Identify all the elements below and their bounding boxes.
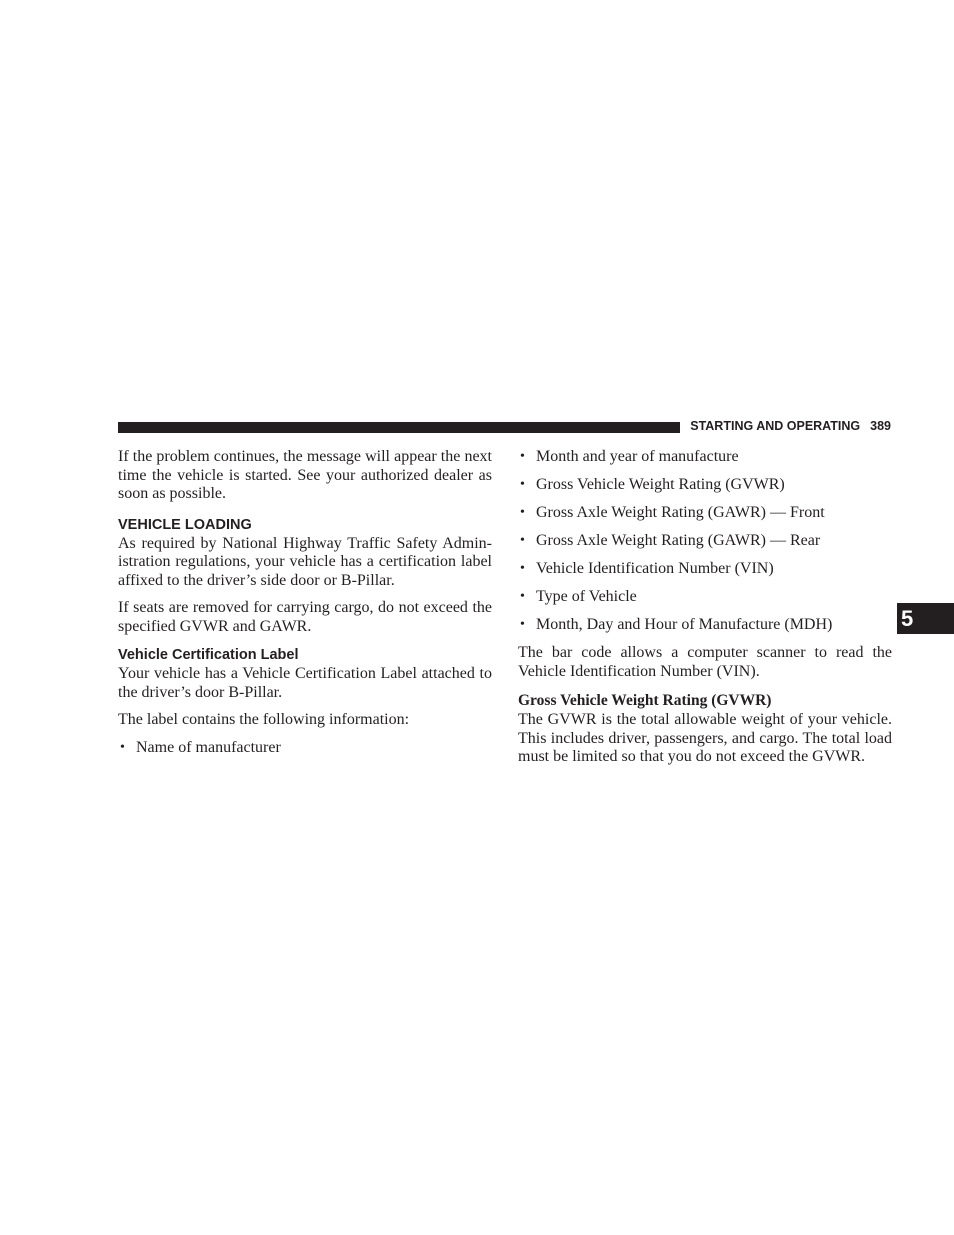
list-item: • Gross Axle Weight Rating (GAWR) — Front: [518, 504, 892, 523]
barcode-paragraph: The bar code allows a computer scanner to read the Vehicle Identification Number (VIN).: [518, 644, 892, 680]
running-header: [688, 419, 891, 433]
vehicle-loading-heading: VEHICLE LOADING: [118, 516, 252, 533]
left-column: [118, 448, 492, 767]
list-item: • Type of Vehicle: [518, 588, 892, 607]
list-item: • Month, Day and Hour of Manufacture (MDH): [518, 616, 892, 635]
vehicle-loading-paragraph-1: As required by National Highway Traffic Safety Admin-istration regulations, your vehicle has a certification label affixed to the driver’s side door or B-Pillar.: [118, 534, 492, 589]
label-info-list-left: [118, 739, 492, 758]
section-title: STARTING AND OPERATING: [690, 419, 861, 433]
list-item: • Gross Vehicle Weight Rating (GVWR): [518, 476, 892, 495]
list-item: • Month and year of manufacture: [518, 448, 892, 467]
certification-label-paragraph-1: Your vehicle has a Vehicle Certification Label attached to the driver’s door B-Pillar.: [118, 665, 492, 701]
right-column: [518, 448, 892, 776]
list-item: • Vehicle Identification Number (VIN): [518, 560, 892, 579]
label-info-list-right: [518, 448, 892, 635]
certification-label-heading: Vehicle Certification Label: [118, 647, 299, 663]
gvwr-heading: Gross Vehicle Weight Rating (GVWR): [518, 692, 772, 709]
vehicle-loading-paragraph-2: If seats are removed for carrying cargo, do not exceed the specified GVWR and GAWR.: [118, 599, 492, 635]
page-number: 389: [870, 419, 891, 433]
list-item: • Name of manufacturer: [118, 739, 492, 758]
chapter-tab: 5: [897, 603, 954, 634]
list-item: • Gross Axle Weight Rating (GAWR) — Rear: [518, 532, 892, 551]
gvwr-paragraph: The GVWR is the total allowable weight of your vehicle. This includes driver, passengers, and cargo. The total load must be limited so that you do not exceed the GVWR.: [518, 711, 892, 765]
header-rule: [118, 422, 680, 433]
intro-paragraph: If the problem continues, the message will appear the next time the vehicle is started. See your authorized dealer as soon as possible.: [118, 448, 492, 502]
certification-label-paragraph-2: The label contains the following information:: [118, 711, 410, 728]
